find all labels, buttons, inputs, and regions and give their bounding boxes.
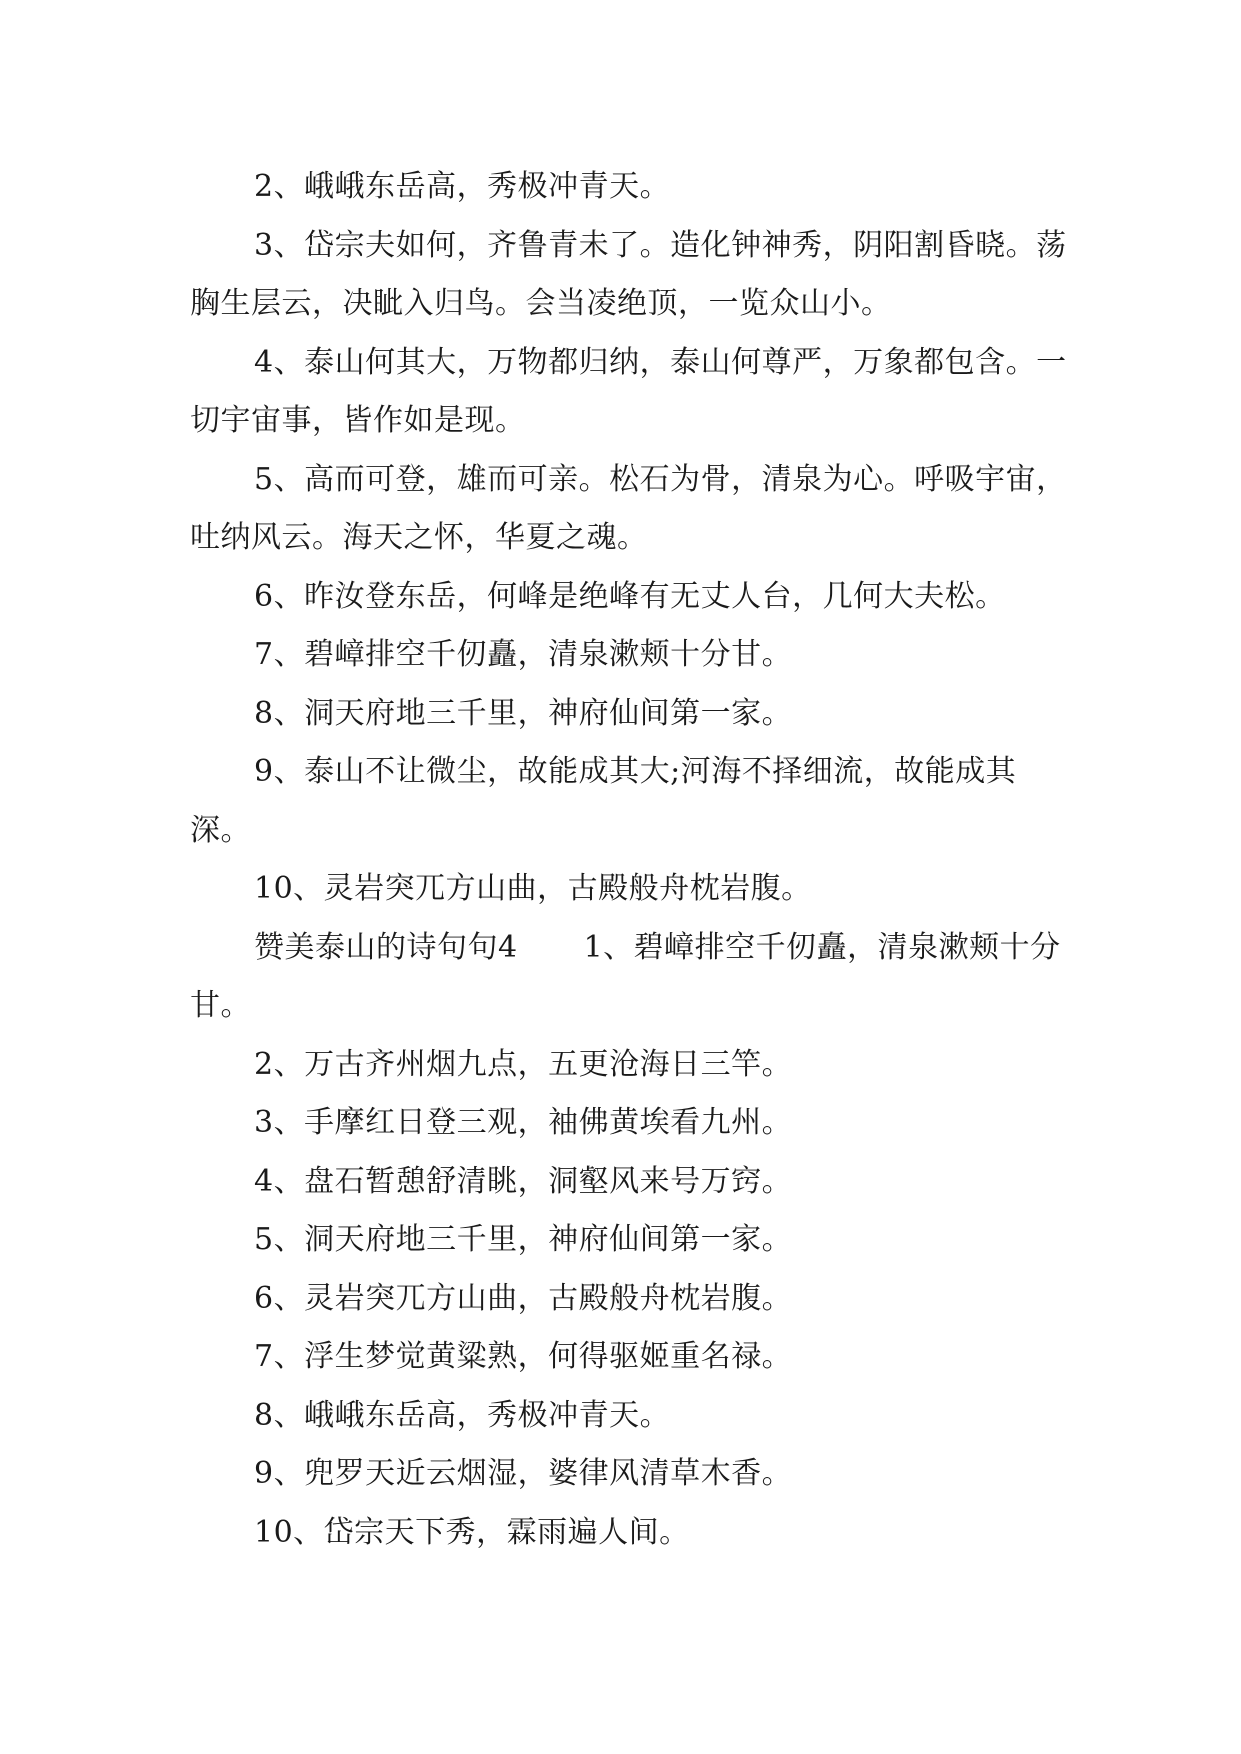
- paragraph: 8、洞天府地三千里，神府仙间第一家。: [254, 695, 793, 731]
- paragraph: 5、高而可登，雄而可亲。松石为骨，清泉为心。呼吸宇宙，吐纳风云。海天之怀，华夏之魂。: [190, 461, 1067, 555]
- list-item: 10、岱宗天下秀，霖雨遍人间。: [254, 1514, 690, 1550]
- section-paragraph: [190, 919, 1070, 1036]
- paragraph: 9、泰山不让微尘，故能成其大;河海不择细流，故能成其深。: [190, 754, 1017, 848]
- list-item: 7、浮生梦觉黄粱熟，何得驱姬重名禄。: [254, 1339, 793, 1374]
- list-item: 2、万古齐州烟九点，五更沧海日三竿。: [254, 1046, 793, 1082]
- section-first-item: 1、碧嶂排空千仞矗，清泉漱颊十分甘。: [190, 929, 1061, 1023]
- list-item: 6、灵岩突兀方山曲，古殿般舟枕岩腹。: [254, 1280, 793, 1316]
- list-item: 3、手摩红日登三观，袖佛黄埃看九州。: [254, 1105, 793, 1140]
- section-heading: 赞美泰山的诗句句4: [254, 929, 518, 965]
- document-body: [190, 158, 1070, 1562]
- paragraph: 3、岱宗夫如何，齐鲁青未了。造化钟神秀，阴阳割昏晓。荡胸生层云，决眦入归鸟。会当凌绝顶，一览众山小。: [190, 227, 1067, 321]
- paragraph: 2、峨峨东岳高，秀极冲青天。: [254, 169, 671, 204]
- list-item: 5、洞天府地三千里，神府仙间第一家。: [254, 1222, 793, 1257]
- paragraph: 4、泰山何其大，万物都归纳，泰山何尊严，万象都包含。一切宇宙事，皆作如是现。: [190, 344, 1067, 438]
- list-item: 8、峨峨东岳高，秀极冲青天。: [254, 1397, 671, 1433]
- paragraph: 6、昨汝登东岳，何峰是绝峰有无丈人台，几何大夫松。: [254, 578, 1006, 614]
- paragraph: 10、灵岩突兀方山曲，古殿般舟枕岩腹。: [254, 871, 812, 906]
- list-item: 9、兜罗天近云烟湿，婆律风清草木香。: [254, 1456, 793, 1491]
- list-item: 4、盘石暂憩舒清眺，洞壑风来号万窍。: [254, 1163, 793, 1199]
- paragraph: 7、碧嶂排空千仞矗，清泉漱颊十分甘。: [254, 637, 793, 672]
